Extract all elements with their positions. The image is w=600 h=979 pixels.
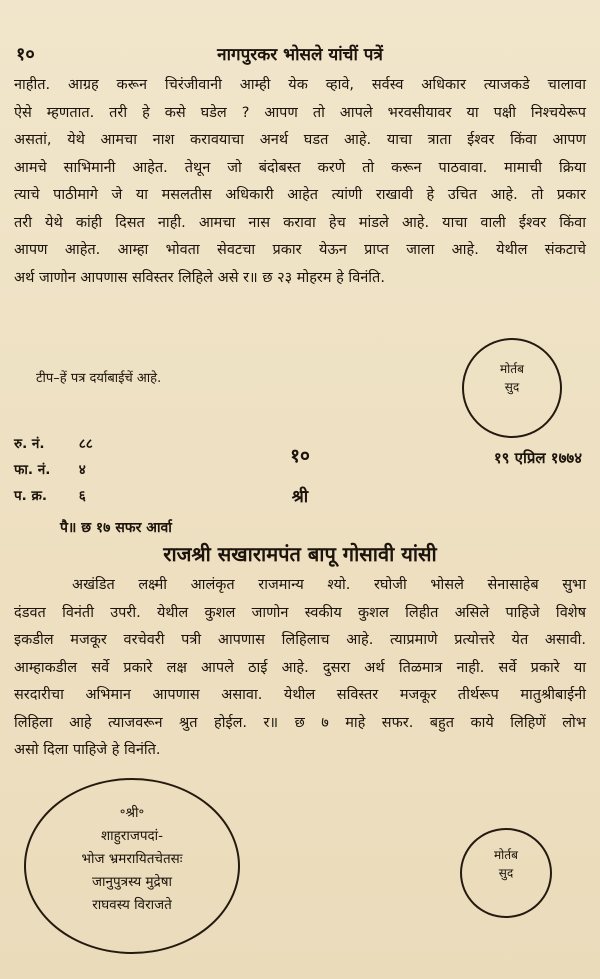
text-line: त्याचे पाठीमागे जे या मसलतीस अधिकारी आहेत त्यांणी राखावी हे उचित आहे. तो प्रकार: [14, 187, 586, 203]
seal-mortab: [462, 338, 562, 438]
meta-label: रु. नं.: [14, 436, 45, 452]
meta-value: ६: [78, 488, 86, 504]
seal-text: जानुपुत्रस्य मुद्रेषा: [91, 874, 173, 890]
seal-round-raghav: [24, 778, 240, 954]
text-line: असो दिला पाहिजे हे विनंति.: [14, 742, 161, 758]
seal-text: सुद: [504, 380, 520, 394]
text-line: तरी येथे कांही दिसत नाही. आमचा नास करावा हेच मांडले आहे. याचा वाली ईश्वर किंवा: [14, 214, 586, 231]
received-note: पै॥ छ १७ सफर आर्वा: [60, 520, 172, 536]
text-line: अखंडित लक्ष्मी आलंकृत राजमान्य श्यो. रघोजी भोसले सेनासाहेब सुभा: [72, 577, 586, 593]
seal-mortab-small: [460, 828, 552, 918]
text-line: लिहिला आहे त्याजवरून श्रुत होईल. र॥ छ ७ माहे सफर. बहुत काये लिहिणें लोभ: [14, 714, 586, 731]
addressee-heading: राजश्री सखारामपंत बापू गोसावी यांसी: [163, 542, 437, 566]
invocation: श्री: [291, 487, 309, 507]
page-number: १०: [16, 44, 35, 65]
text-line: नाहीत. आग्रह करून चिरंजीवानी आम्ही येक व्हावे, सर्वस्व अधिकार त्याजकडे चालावा: [14, 77, 586, 93]
running-title: नागपुरकर भोसले यांचीं पत्रें: [217, 45, 383, 65]
text-line: आमचे साभिमानी आहेत. तेथून जो बंदोबस्त करणे तो करून पाठवावा. मामाची क्रिया: [14, 159, 586, 176]
letter-number: १०: [290, 445, 310, 467]
running-header: [16, 42, 584, 66]
seal-text: मोर्तब: [500, 362, 524, 376]
seal-text: राघवस्य विराजते: [92, 897, 172, 913]
seal-text: ॰श्री॰: [119, 805, 145, 821]
seal-text: भोज भ्रमरायितचेतसः: [81, 851, 183, 867]
text-line: ऐसे म्हणतात. तरी हे कसे घडेल ? आपण तो आपले भरवसीयावर या पक्षी निश्चयेरूप: [14, 104, 586, 121]
text-line: आम्हाकडील सर्वे प्रकारे लक्ष आपले ठाई आहे. दुसरा अर्थ तिळमात्र नाही. सर्वे प्रकारे या: [14, 659, 586, 676]
letter-date: १९ एप्रिल १७७४: [493, 449, 582, 467]
text-line: अर्थ जाणोन आपणास सविस्तर लिहिले असे र॥ छ २३ मोहरम हे विनंति.: [14, 269, 385, 286]
text-line: दंडवत विनंती उपरी. येथील कुशल जाणोन स्वकीय कुशल लिहीत असिले पाहिजे विशेष: [14, 604, 586, 621]
meta-label: फा. नं.: [14, 462, 51, 478]
footnote: टीप–हें पत्र दर्याबाईचें आहे.: [36, 371, 162, 386]
text-line: सरदारीचा अभिमान आपणास असावा. येथील सविस्तर मजकूर तीर्थरूप मातुश्रीबाईनी: [14, 687, 586, 703]
seal-text: शाहुराजपदां-: [100, 828, 164, 844]
seal-text: मोर्तब: [494, 848, 518, 862]
seal-text: सुद: [498, 866, 514, 880]
main-letter-body: [14, 572, 586, 765]
text-line: असतां, येथे आमचा नाश करावयाचा अनर्थ घडत आहे. याचा त्राता ईश्वर किंवा आपण: [14, 132, 586, 148]
meta-value: ८८: [78, 436, 93, 452]
meta-label: प. क्र.: [14, 488, 47, 504]
meta-value: ४: [78, 462, 86, 478]
previous-letter-body: [14, 72, 586, 292]
text-line: आपण आहेत. आम्हा भोवता सेवटचा प्रकार येऊन प्राप्त जाला आहे. येथील संकटाचे: [14, 242, 586, 258]
text-line: इकडील मजकूर वरचेवरी पत्री आपणास लिहिलाच आहे. त्याप्रमाणे प्रत्योत्तरे येत असावी.: [14, 632, 586, 648]
